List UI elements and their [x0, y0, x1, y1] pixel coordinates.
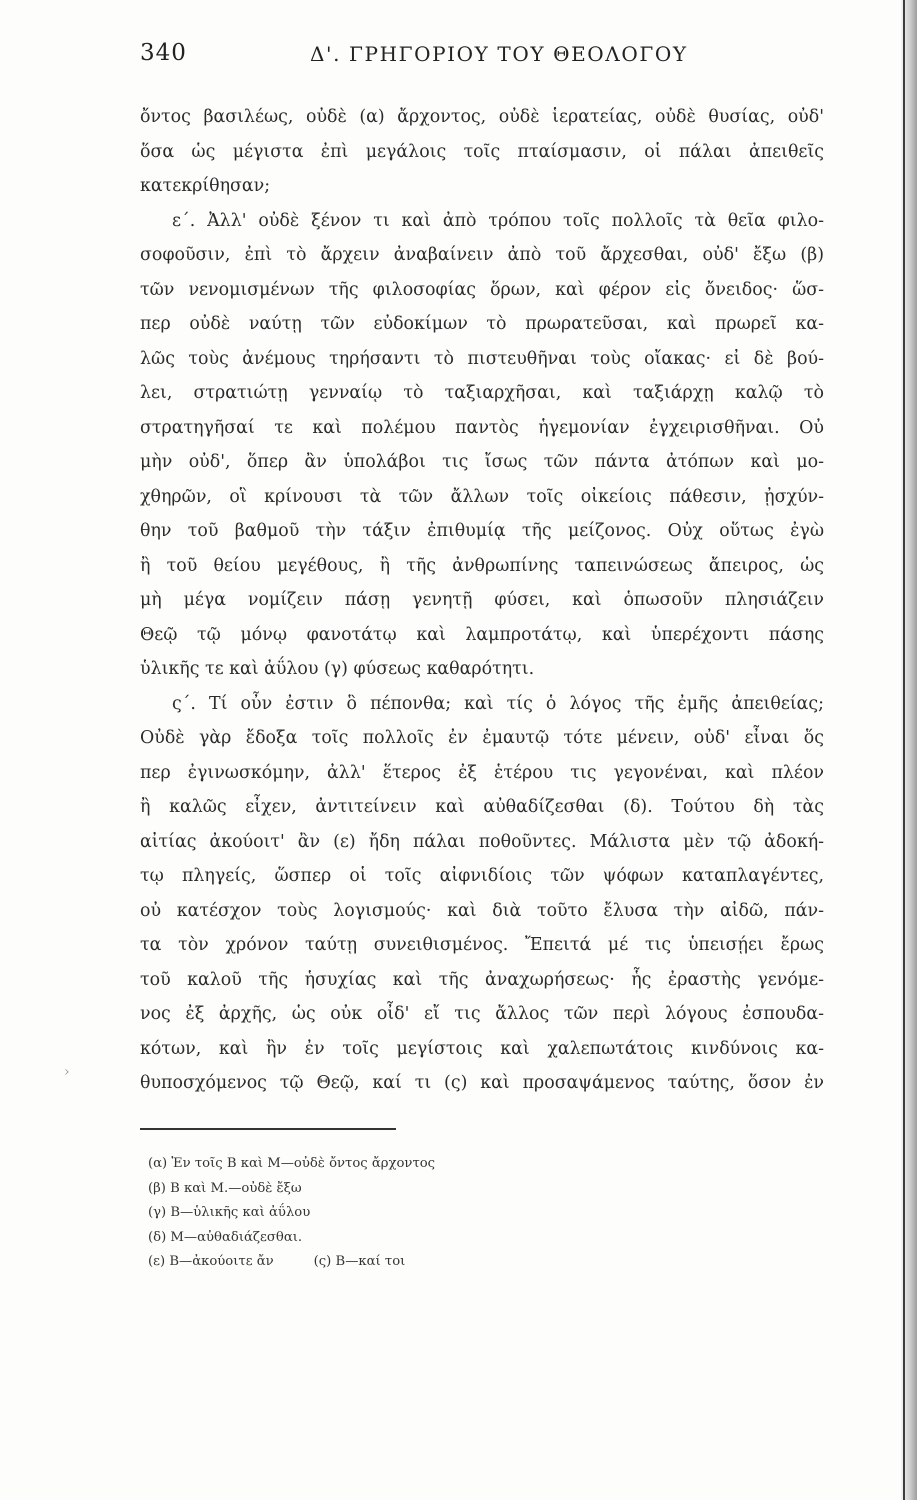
text-line: περ ἐγινωσκόμην, ἀλλ' ἕτερος ἐξ ἑτέρου τις γεγονέναι, καὶ πλέον — [140, 762, 824, 783]
text-line: ὄντος βασιλέως, οὐδὲ (α) ἄρχοντος, οὐδὲ ἱερατείας, οὐδὲ θυσίας, οὐδ' — [140, 107, 824, 127]
footnotes — [148, 1152, 668, 1275]
text-line: ὑλικῆς τε καὶ ἀΰλου (γ) φύσεως καθαρότητι. — [140, 659, 535, 679]
text-line: αἰτίας ἀκούοιτ' ἂν (ε) ἤδη πάλαι ποθοῦντες. Μάλιστα μὲν τῷ ἀδοκή- — [140, 831, 824, 852]
page-number: 340 — [140, 40, 187, 66]
text-line: οὐ κατέσχον τοὺς λογισμούς· καὶ διὰ τοῦτο ἔλυσα τὴν αἰδῶ, πάν- — [140, 900, 824, 921]
text-line: λῶς τοὺς ἀνέμους τηρήσαντι τὸ πιστευθῆναι τοὺς οἴακας· εἰ δὲ βού- — [140, 348, 824, 369]
paragraph-start-line: ε΄. Ἀλλ' οὐδὲ ξένον τι καὶ ἀπὸ τρόπου τοῖς πολλοῖς τὰ θεῖα φιλο- — [172, 210, 824, 231]
text-line: ἢ τοῦ θείου μεγέθους, ἢ τῆς ἀνθρωπίνης ταπεινώσεως ἄπειρος, ὡς — [140, 555, 824, 576]
text-line: νος ἐξ ἀρχῆς, ὡς οὐκ οἶδ' εἴ τις ἄλλος τῶν περὶ λόγους ἐσπουδα- — [140, 1004, 824, 1024]
text-line: σοφοῦσιν, ἐπὶ τὸ ἄρχειν ἀναβαίνειν ἀπὸ τοῦ ἄρχεσθαι, οὐδ' ἔξω (β) — [140, 245, 824, 265]
text-line: κατεκρίθησαν; — [140, 176, 271, 196]
text-line: τοῦ καλοῦ τῆς ἡσυχίας καὶ τῆς ἀναχωρήσεως· ἧς ἐραστὴς γενόμε- — [140, 969, 824, 990]
text-line: θην τοῦ βαθμοῦ τὴν τάξιν ἐπιθυμίᾳ τῆς μείζονος. Οὐχ οὕτως ἐγὼ — [140, 521, 824, 541]
text-line: τα τὸν χρόνον ταύτῃ συνειθισμένος. Ἔπειτά μέ τις ὑπεισῄει ἔρως — [140, 935, 824, 955]
text-line: περ οὐδὲ ναύτῃ τῶν εὐδοκίμων τὸ πρωρατεῦσαι, καὶ πρωρεῖ κα- — [140, 314, 824, 334]
text-line: ὅσα ὡς μέγιστα ἐπὶ μεγάλοις τοῖς πταίσμασιν, οἱ πάλαι ἀπειθεῖς — [140, 141, 824, 162]
page-edge-line — [903, 0, 905, 1500]
text-line: κότων, καὶ ἣν ἐν τοῖς μεγίστοις καὶ χαλεπωτάτοις κινδύνοις κα- — [140, 1038, 824, 1059]
footnote-pair — [148, 1250, 668, 1275]
paragraph-start-line: ς΄. Τί οὖν ἐστιν ὃ πέπονθα; καὶ τίς ὁ λόγος τῆς ἐμῆς ἀπειθείας; — [172, 693, 824, 714]
footnote: (γ) Β—ὑλικῆς καὶ ἀΰλου — [148, 1205, 311, 1220]
running-head — [140, 40, 830, 80]
body-text — [140, 100, 824, 1101]
text-line: θυποσχόμενος τῷ Θεῷ, καί τι (ς) καὶ προσαψάμενος ταύτης, ὅσον ἐν — [140, 1073, 824, 1093]
footnote-rule — [140, 1128, 396, 1130]
text-line: στρατηγῆσαί τε καὶ πολέμου παντὸς ἡγεμονίαν ἐγχειρισθῆναι. Οὐ — [140, 417, 824, 438]
footnote: (ε) Β—ἀκούοιτε ἄν — [148, 1254, 274, 1269]
text-line: μὴν οὐδ', ὅπερ ἂν ὑπολάβοι τις ἴσως τῶν πάντα ἀτόπων καὶ μο- — [140, 452, 824, 472]
footnote: (δ) Μ—αὐθαδιάζεσθαι. — [148, 1229, 303, 1245]
margin-mark: › — [64, 1064, 70, 1080]
footnote: (ς) Β—καί τοι — [313, 1254, 406, 1269]
text-line: τῳ πληγείς, ὥσπερ οἱ τοῖς αἰφνιδίοις τῶν ψόφων καταπλαγέντες, — [140, 866, 824, 886]
running-head-title: Δ'. ΓΡΗΓΟΡΙΟΥ ΤΟΥ ΘΕΟΛΟΓΟΥ — [310, 42, 688, 66]
text-line: λει, στρατιώτῃ γενναίῳ τὸ ταξιαρχῆσαι, καὶ ταξιάρχῃ καλῷ τὸ — [140, 383, 824, 403]
footnote: (β) Β καὶ Μ.—οὐδὲ ἔξω — [148, 1180, 302, 1196]
text-line: τῶν νενομισμένων τῆς φιλοσοφίας ὅρων, καὶ φέρον εἰς ὄνειδος· ὥσ- — [140, 279, 824, 300]
text-line: χθηρῶν, οἳ κρίνουσι τὰ τῶν ἄλλων τοῖς οἰκείοις πάθεσιν, ᾐσχύν- — [140, 486, 824, 507]
footnote: (α) Ἐν τοῖς Β καὶ Μ—οὐδὲ ὄντος ἄρχοντος — [148, 1156, 436, 1171]
text-line: Θεῷ τῷ μόνῳ φανοτάτῳ καὶ λαμπροτάτῳ, καὶ ὑπερέχοντι πάσης — [140, 624, 824, 645]
text-line: Οὐδὲ γὰρ ἔδοξα τοῖς πολλοῖς ἐν ἐμαυτῷ τότε μένειν, οὐδ' εἶναι ὅς — [140, 728, 824, 748]
text-line: μὴ μέγα νομίζειν πάσῃ γενητῇ φύσει, καὶ ὁπωσοῦν πλησιάζειν — [140, 590, 824, 610]
text-line: ἢ καλῶς εἶχεν, ἀντιτείνειν καὶ αὐθαδίζεσθαι (δ). Τούτου δὴ τὰς — [140, 797, 824, 817]
